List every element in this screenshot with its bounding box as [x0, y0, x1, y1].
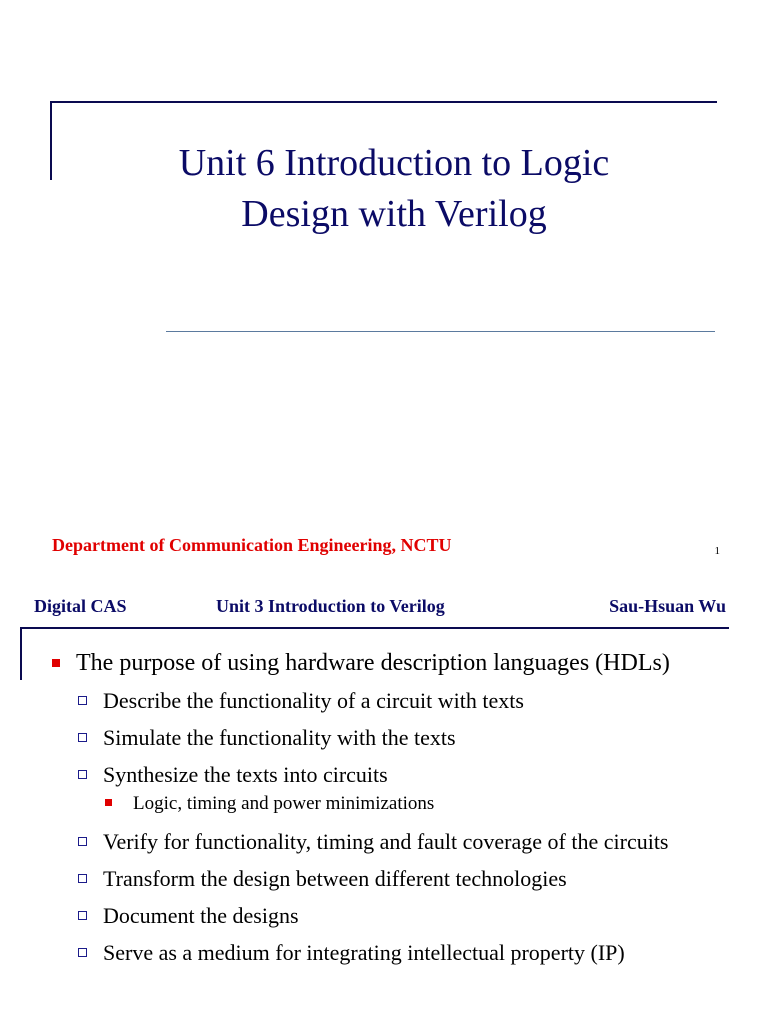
subtitle-divider [166, 331, 715, 332]
bullet-text: Logic, timing and power minimizations [133, 793, 435, 814]
slide-title [60, 138, 728, 240]
content-frame-top-line [21, 627, 729, 629]
hollow-square-bullet-icon [78, 874, 87, 883]
list-item [0, 900, 768, 931]
content-slide [0, 576, 768, 1024]
bullet-text: Serve as a medium for integrating intellectual property (IP) [103, 940, 625, 965]
hollow-square-bullet-icon [78, 911, 87, 920]
page-number: 1 [714, 545, 720, 557]
bullet-text: Verify for functionality, timing and fault coverage of the circuits [103, 829, 669, 854]
list-item [0, 792, 768, 816]
red-square-bullet-icon [52, 659, 60, 667]
bullet-list [0, 648, 768, 974]
header-author: Sau-Hsuan Wu [609, 596, 726, 616]
slide-header [0, 596, 768, 620]
list-item [0, 826, 768, 857]
header-unit: Unit 3 Introduction to Verilog [216, 596, 445, 616]
bullet-text: Synthesize the texts into circuits [103, 762, 388, 787]
hollow-square-bullet-icon [78, 837, 87, 846]
header-course: Digital CAS [34, 596, 127, 616]
list-item [0, 863, 768, 894]
list-item [0, 759, 768, 790]
title-frame-top-line [51, 101, 717, 103]
hollow-square-bullet-icon [78, 770, 87, 779]
red-square-bullet-icon [105, 799, 112, 806]
bullet-text: Describe the functionality of a circuit with texts [103, 688, 524, 713]
department-footer: Department of Communication Engineering, NCTU [52, 535, 452, 555]
hollow-square-bullet-icon [78, 696, 87, 705]
list-item [0, 722, 768, 753]
slide-title-line-2: Design with Verilog [241, 193, 547, 235]
slide-title-line-1: Unit 6 Introduction to Logic [178, 142, 610, 184]
hollow-square-bullet-icon [78, 948, 87, 957]
list-item [0, 937, 768, 968]
bullet-text: Simulate the functionality with the texts [103, 725, 456, 750]
bullet-text: Document the designs [103, 903, 299, 928]
list-item [0, 648, 768, 679]
list-item [0, 685, 768, 716]
bullet-text: The purpose of using hardware description languages (HDLs) [76, 650, 670, 676]
title-frame-left-line [50, 101, 52, 180]
hollow-square-bullet-icon [78, 733, 87, 742]
bullet-text: Transform the design between different technologies [103, 866, 567, 891]
